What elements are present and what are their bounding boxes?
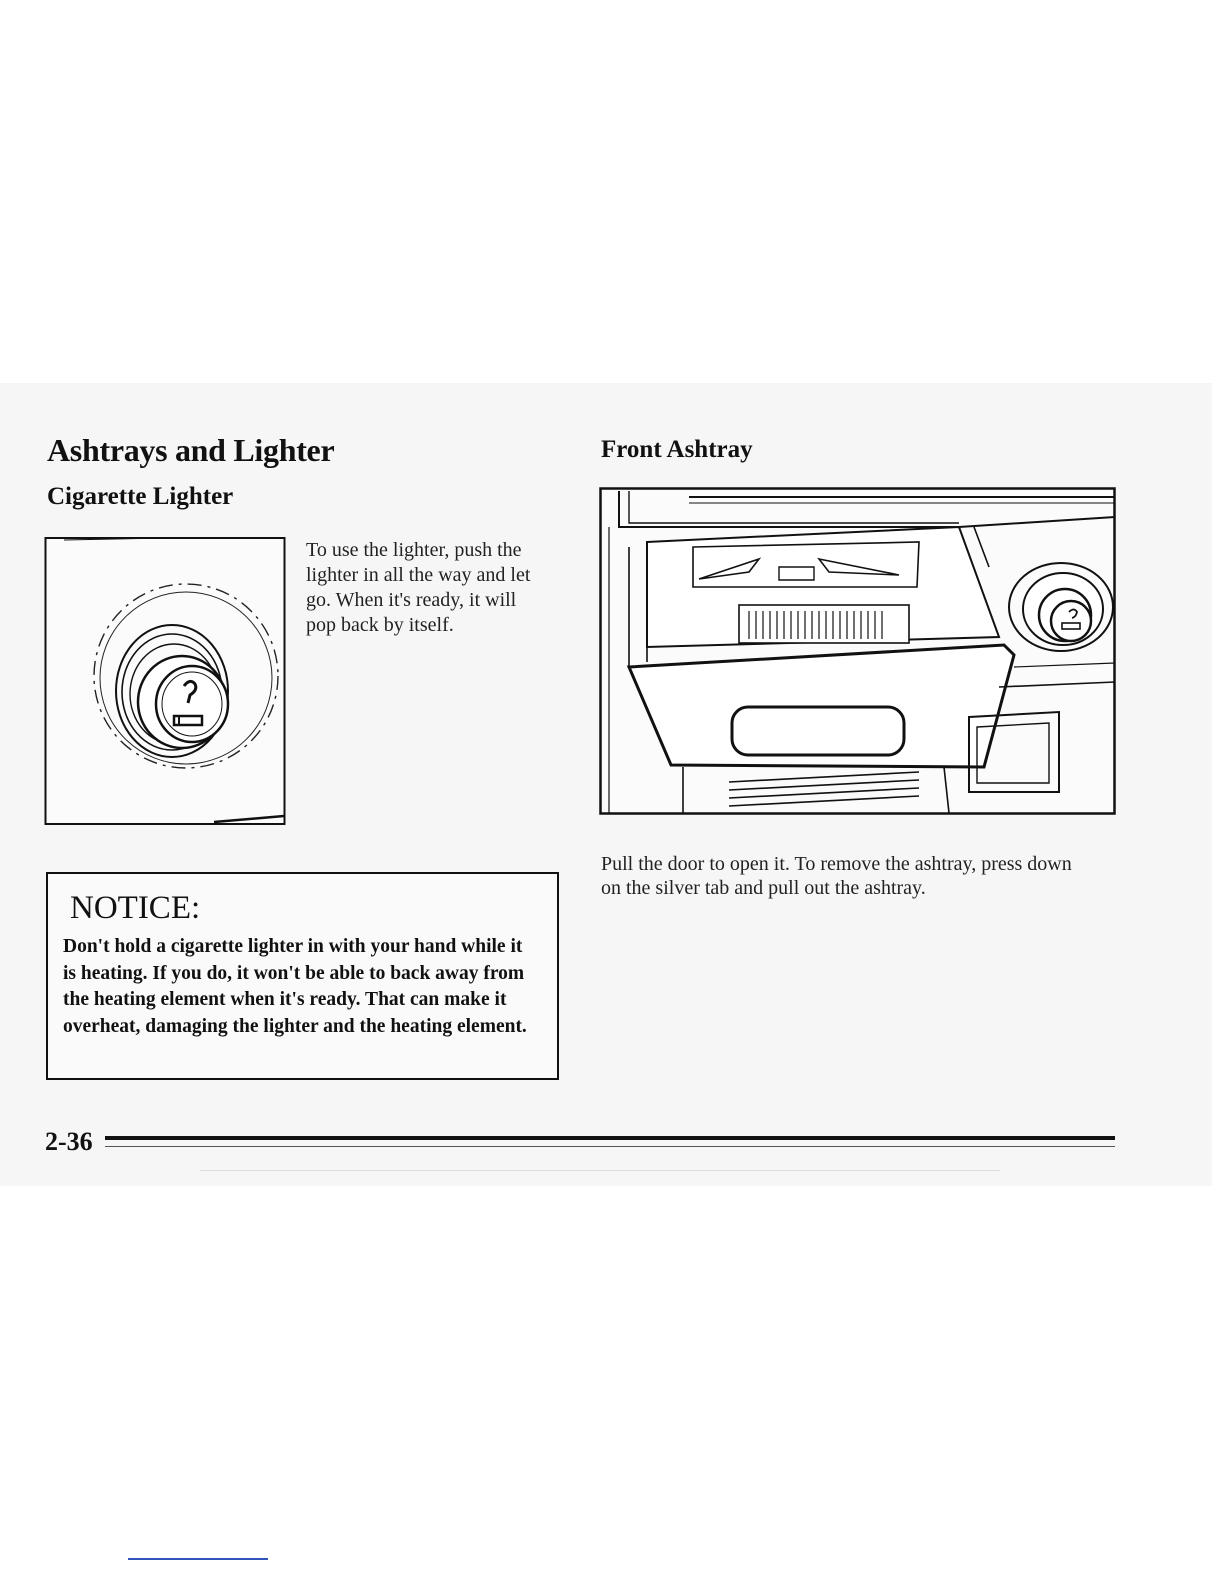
footer-rule — [105, 1136, 1115, 1140]
notice-box — [46, 872, 559, 1080]
notice-title: NOTICE: — [70, 890, 201, 926]
footer-rule-thin — [105, 1146, 1115, 1147]
footer-shadow-line — [200, 1170, 1000, 1171]
section-title: Ashtrays and Lighter — [47, 432, 335, 468]
lighter-instructions: To use the lighter, push the lighter in all the way and let go. When it's ready, it will pop back by itself. — [306, 539, 531, 636]
front-ashtray-illustration — [599, 487, 1117, 817]
front-ashtray-heading: Front Ashtray — [601, 436, 753, 463]
cigarette-lighter-illustration — [44, 536, 288, 828]
notice-text: Don't hold a cigarette lighter in with your hand while it is heating. If you do, it won't be able to back away from the heating element when it's ready. That can make it overheat, damaging the lighter and the heating element. — [63, 936, 527, 1037]
front-ashtray-instructions: Pull the door to open it. To remove the ashtray, press down on the silver tab and pull out the ashtray. — [601, 853, 1072, 899]
page-number: 2-36 — [45, 1127, 93, 1156]
bottom-link-line — [128, 1558, 268, 1560]
lighter-heading: Cigarette Lighter — [47, 483, 234, 510]
